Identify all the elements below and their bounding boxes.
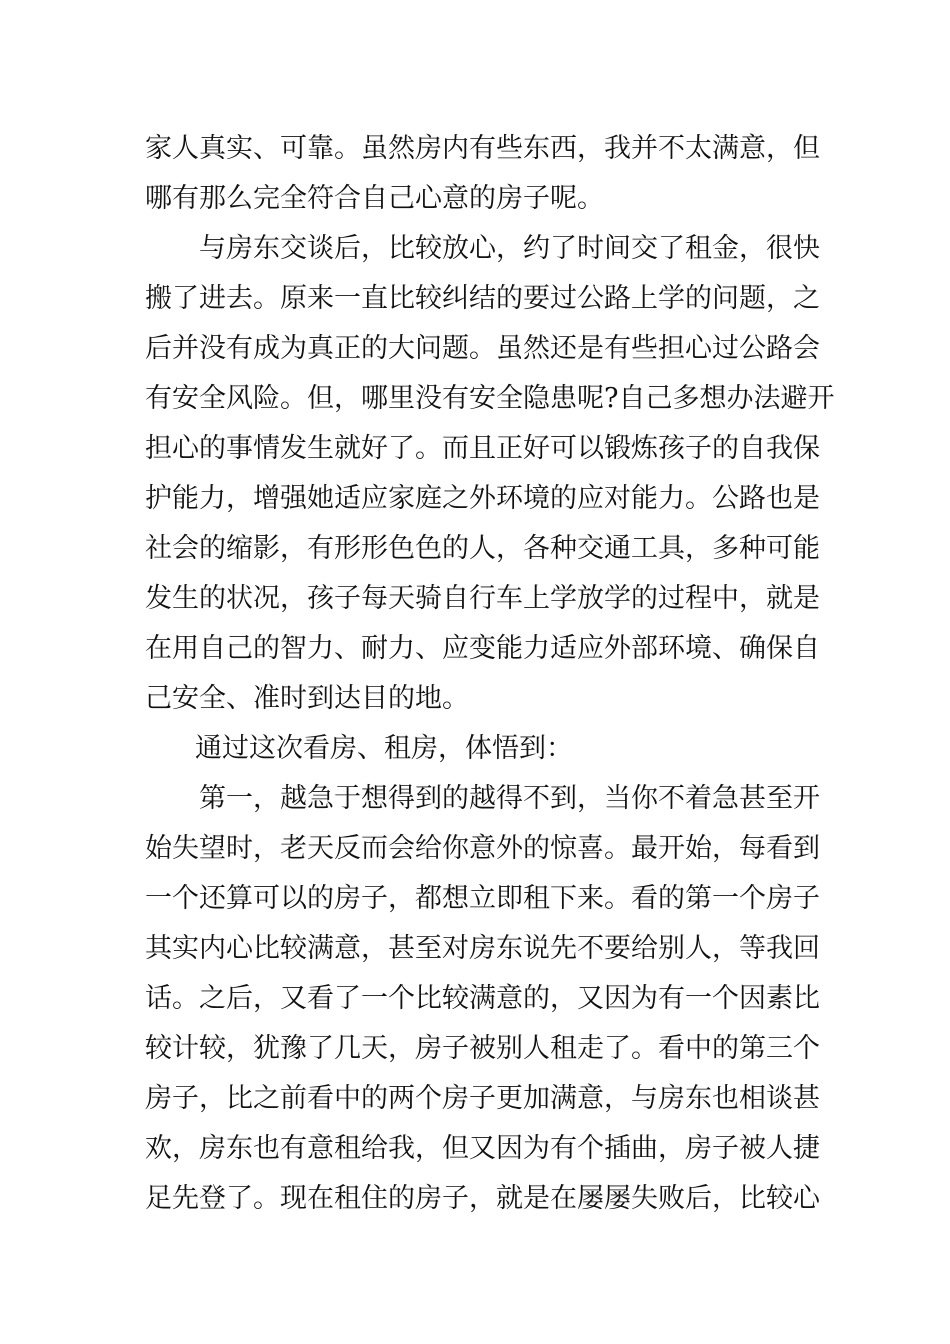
- text-line: 房子，比之前看中的两个房子更加满意，与房东也相谈甚: [145, 1083, 820, 1114]
- text-line: 足先登了。现在租住的房子，就是在屡屡失败后，比较心: [145, 1183, 820, 1214]
- paragraph-start-line: 通过这次看房、租房，体悟到：: [195, 733, 573, 764]
- text-line: 欢，房东也有意租给我，但又因为有个插曲，房子被人捷: [145, 1133, 820, 1164]
- text-line: 护能力，增强她适应家庭之外环境的应对能力。公路也是: [145, 483, 820, 514]
- text-line: 较计较，犹豫了几天，房子被别人租走了。看中的第三个: [145, 1033, 820, 1064]
- text-line: 家人真实、可靠。虽然房内有些东西，我并不太满意，但: [145, 133, 820, 164]
- text-line: 后并没有成为真正的大问题。虽然还是有些担心过公路会: [145, 333, 820, 364]
- text-line: 有安全风险。但，哪里没有安全隐患呢?自己多想办法避开: [145, 383, 835, 414]
- text-line: 社会的缩影，有形形色色的人，各种交通工具，多种可能: [145, 533, 820, 564]
- text-line: 在用自己的智力、耐力、应变能力适应外部环境、确保自: [145, 633, 820, 664]
- text-line: 哪有那么完全符合自己心意的房子呢。: [145, 183, 604, 214]
- paragraph-start-line: 第一，越急于想得到的越得不到，当你不着急甚至开: [199, 783, 820, 814]
- text-line: 一个还算可以的房子，都想立即租下来。看的第一个房子: [145, 883, 820, 914]
- text-line: 其实内心比较满意，甚至对房东说先不要给别人，等我回: [145, 933, 820, 964]
- text-line: 己安全、准时到达目的地。: [145, 683, 469, 714]
- paragraph-start-line: 与房东交谈后，比较放心，约了时间交了租金，很快: [199, 233, 820, 264]
- text-line: 话。之后，又看了一个比较满意的，又因为有一个因素比: [145, 983, 820, 1014]
- text-line: 发生的状况，孩子每天骑自行车上学放学的过程中，就是: [145, 583, 820, 614]
- text-line: 搬了进去。原来一直比较纠结的要过公路上学的问题，之: [145, 283, 820, 314]
- text-line: 始失望时，老天反而会给你意外的惊喜。最开始，每看到: [145, 833, 820, 864]
- text-line: 担心的事情发生就好了。而且正好可以锻炼孩子的自我保: [145, 433, 820, 464]
